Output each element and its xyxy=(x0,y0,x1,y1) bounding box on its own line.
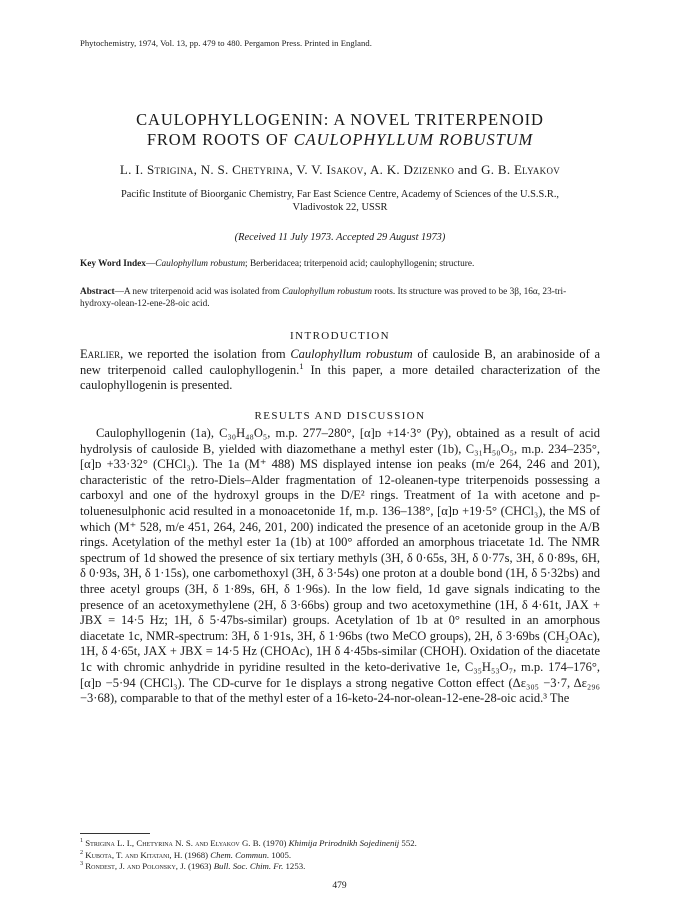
author-surname: Dzizenko xyxy=(403,162,455,177)
footnote: $^1$ Strigina L. I., Chetyrina N. S. and Elyakov G. B. (1970) Khimija Prirodnikh Sojedinenij 552. xyxy=(80,838,417,848)
introduction-heading: INTRODUCTION xyxy=(290,330,390,342)
running-head: Phytochemistry, 1974, Vol. 13, pp. 479 to 480. Pergamon Press. Printed in England. xyxy=(80,38,372,48)
footnote-rule xyxy=(80,833,150,834)
results-heading: RESULTS AND DISCUSSION xyxy=(254,410,426,422)
author-surname: Chetyrina xyxy=(232,162,290,177)
received-dates: (Received 11 July 1973. Accepted 29 August 1973) xyxy=(234,232,446,243)
page-number: 479 xyxy=(332,881,347,891)
introduction-text: Earlier, we reported the isolation from Caulophyllum robustum of cauloside B, an arabinoside of a new triterpenoid called caulophyllogenin.$^1$ In this paper, a more detailed characterization of the caulophyllogenin is presented. xyxy=(80,347,601,393)
abstract: Abstract—A new triterpenoid acid was isolated from Caulophyllum robustum roots. Its structure was proved to be 3β, 16α, 23-tri-hydroxy-olean-12-ene-28-oic acid. xyxy=(80,287,567,310)
footnote: $^2$ Kubota, T. and Kitatani, H. (1968) Chem. Commun. 1005. xyxy=(80,849,292,860)
author-surname: Strigina xyxy=(147,162,194,177)
footnote: $^3$ Rondest, J. and Polonsky, J. (1963) Bull. Soc. Chim. Fr. 1253. xyxy=(80,861,306,871)
author-list: L. I. Strigina, N. S. Chetyrina, V. V. Isakov, A. K. Dzizenko and G. B. Elyakov xyxy=(119,162,561,177)
affiliation: Pacific Institute of Bioorganic Chemistry, Far East Science Centre, Academy of Sciences of the U.S.S.R., Vladivostok 22, USSR xyxy=(120,189,560,213)
results-paragraph: Caulophyllogenin (1a), C₃₀H₄₈O₅, m.p. 277–280°, [α]ᴅ +14·3° (Py), obtained as a result of acid hydrolysis of cauloside B, yielded with diazomethane a methyl ester (1b), C₃₁H₅₀O₅, m.p. 234–235°, [α]ᴅ +33·32° (CHCl₃). The 1a (M⁺ 488) MS displayed intense ion peaks (m/e 264, 246 and 201), characteristic of the retro-Diels–Alder fragmentation of 12-oleanen-type triterpenoids possessing a carboxyl and one of the hydroxyl groups in the D/E² rings. Treatment of 1a with acetone and p-toluenesulphonic acid resulted in a monoacetonide 1f, m.p. 136–138°, [α]ᴅ +19·5° (CHCl₃), the MS of which (M⁺ 528, m/e 451, 264, 246, 201, 200) indicated the presence of an acetonide group in the A/B rings. Acetylation of the methyl ester 1a (1b) at 100° afforded an amorphous triacetate 1d. The NMR spectrum of 1d showed the presence of six tertiary methyls (3H, δ 0·65s, 3H, δ 0·77s, 3H, δ 0·89s, 6H, δ 0·93s, 3H, δ 1·15s), one carbomethoxyl (3H, δ 3·54s) one proton at a double bond (1H, δ 5·32bs) and three acetyl groups (3H, δ 1·89s, 6H, δ 1·96s). In the low field, 1d gave signals indicating to the presence of an acetoxymethylene (2H, δ 3·66bs) group and two acetoxymethine (1H, δ 4·61t, JAX + JBX = 14·5 Hz; 1H, δ 5·47bs-similar) groups. Acetylation of 1b at 0° resulted in an amorphous diacetate 1c, NMR-spectrum: 3H, δ 1·91s, 3H, δ 1·96bs (two MeCO groups), 2H, δ 3·69bs (CH₂OAc), 1H, δ 4·65t, JAX + JBX = 14·5 Hz (CHOAc), 1H δ 4·45bs-similar (CHOH). Oxidation of the diacetate 1c with chromic anhydride in pyridine resulted in the keto-derivative 1e, C₃₅H₅₃O₇, m.p. 174–176°, [α]ᴅ −5·94 (CHCl₃). The CD-curve for 1e displays a strong negative Cotton effect (Δε₃₀₅ −3·7, Δε₂₉₆ −3·68), comparable to that of the methyl ester of a 16-keto-24-nor-olean-12-ene-28-oic acid.³ The xyxy=(80,426,600,706)
abstract-label: Abstract xyxy=(80,287,115,297)
footnotes xyxy=(80,838,600,873)
title-line-1: CAULOPHYLLOGENIN: A NOVEL TRITERPENOID xyxy=(136,110,544,129)
keyword-index: Key Word Index—Caulophyllum robustum; Berberidacea; triterpenoid acid; caulophyllogenin; structure. xyxy=(80,259,475,269)
author-surname: Isakov xyxy=(326,162,364,177)
keywords-label: Key Word Index xyxy=(80,259,146,269)
results-text xyxy=(80,426,600,707)
title-line-2: FROM ROOTS OF CAULOPHYLLUM ROBUSTUM xyxy=(146,130,534,149)
article-title xyxy=(40,110,640,150)
title-species: CAULOPHYLLUM ROBUSTUM xyxy=(293,130,534,149)
author-surname: Elyakov xyxy=(513,162,561,177)
